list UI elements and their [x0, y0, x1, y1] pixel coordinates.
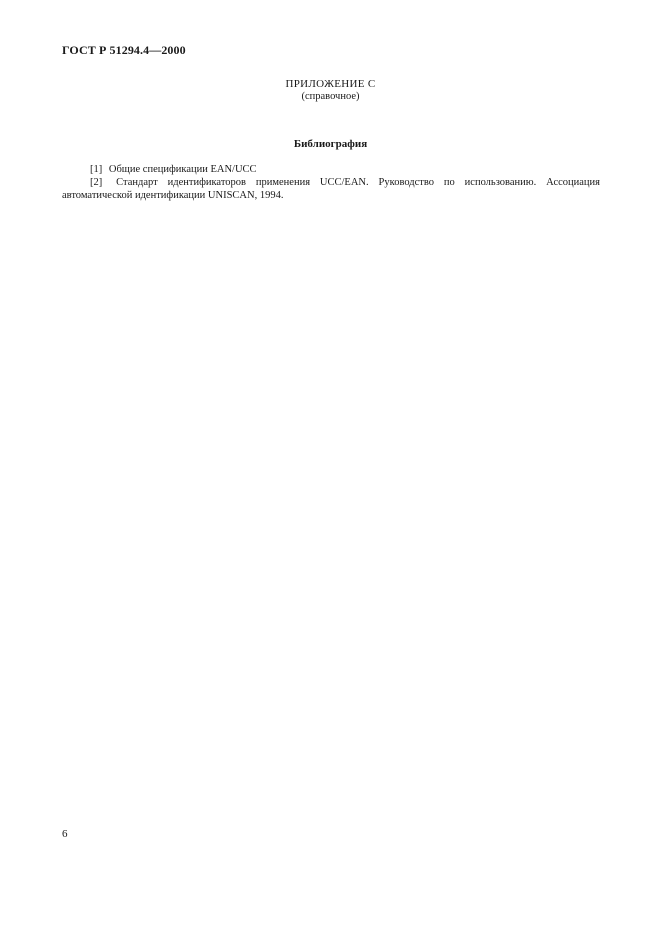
bibliography-heading: Библиография [293, 138, 368, 150]
appendix-subtitle: (справочное) [301, 91, 360, 102]
bibliography-entry-text: Стандарт идентификаторов применения UCC/EAN. Руководство по использованию. Ассоциация автоматической идентификации UNISCAN, 1994. [62, 177, 600, 201]
document-code-header: ГОСТ Р 51294.4—2000 [62, 43, 186, 57]
appendix-title: ПРИЛОЖЕНИЕ С [285, 78, 376, 90]
bibliography-entry [62, 176, 600, 202]
bibliography-entry-text: Общие спецификации EAN/UCC [108, 164, 257, 175]
page-number: 6 [62, 828, 68, 840]
bibliography-list [62, 163, 600, 202]
bibliography-entry-number: [2] [90, 177, 103, 188]
bibliography-entry-number: [1] [90, 164, 103, 175]
bibliography-entry [62, 163, 600, 176]
